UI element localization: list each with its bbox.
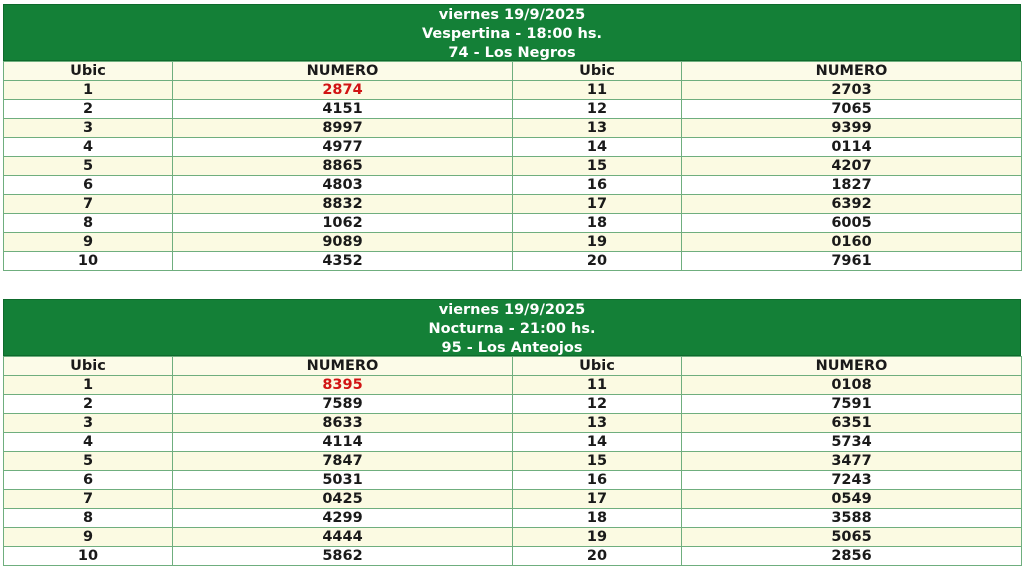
numero-cell: 0425 [173,490,513,509]
ubic-cell: 8 [4,509,173,528]
column-header-numero: NUMERO [173,357,513,376]
ubic-cell: 5 [4,157,173,176]
table-row [4,376,1022,395]
ubic-cell: 4 [4,138,173,157]
table-row [4,157,1022,176]
numero-cell: 4803 [173,176,513,195]
numero-cell: 1827 [682,176,1022,195]
ubic-cell: 11 [513,81,682,100]
table-row [4,433,1022,452]
table-row [4,395,1022,414]
column-header-numero: NUMERO [173,62,513,81]
numero-cell: 2874 [173,81,513,100]
ubic-cell: 12 [513,100,682,119]
ubic-cell: 15 [513,452,682,471]
ubic-cell: 19 [513,528,682,547]
numero-cell: 7243 [682,471,1022,490]
column-header-numero: NUMERO [682,62,1022,81]
ubic-cell: 17 [513,490,682,509]
numero-cell: 4444 [173,528,513,547]
numero-cell: 2856 [682,547,1022,566]
draw-header [3,4,1021,61]
column-header-numero: NUMERO [682,357,1022,376]
ubic-cell: 6 [4,471,173,490]
draw-block-nocturna [3,299,1021,566]
draw-dream: 74 - Los Negros [448,45,576,61]
ubic-cell: 13 [513,414,682,433]
ubic-cell: 11 [513,376,682,395]
table-row [4,214,1022,233]
ubic-cell: 9 [4,528,173,547]
draw-header [3,299,1021,356]
draw-date: viernes 19/9/2025 [438,302,586,318]
ubic-cell: 2 [4,100,173,119]
numero-cell: 9399 [682,119,1022,138]
numero-cell: 0114 [682,138,1022,157]
table-header-row [4,357,1022,376]
ubic-cell: 18 [513,214,682,233]
ubic-cell: 15 [513,157,682,176]
table-row [4,490,1022,509]
numero-cell: 5862 [173,547,513,566]
results-table [3,61,1022,271]
ubic-cell: 8 [4,214,173,233]
ubic-cell: 17 [513,195,682,214]
numero-cell: 7589 [173,395,513,414]
numero-cell: 8865 [173,157,513,176]
numero-cell: 7065 [682,100,1022,119]
column-header-ubic: Ubic [4,357,173,376]
ubic-cell: 10 [4,252,173,271]
draw-date: viernes 19/9/2025 [438,7,586,23]
ubic-cell: 14 [513,138,682,157]
numero-cell: 4977 [173,138,513,157]
ubic-cell: 9 [4,233,173,252]
ubic-cell: 12 [513,395,682,414]
numero-cell: 7591 [682,395,1022,414]
table-row [4,100,1022,119]
ubic-cell: 13 [513,119,682,138]
table-row [4,138,1022,157]
table-row [4,176,1022,195]
ubic-cell: 16 [513,471,682,490]
numero-cell: 9089 [173,233,513,252]
numero-cell: 6351 [682,414,1022,433]
draw-dream: 95 - Los Anteojos [441,340,583,356]
ubic-cell: 20 [513,252,682,271]
table-row [4,452,1022,471]
column-header-ubic: Ubic [513,62,682,81]
table-row [4,471,1022,490]
numero-cell: 5031 [173,471,513,490]
table-row [4,414,1022,433]
ubic-cell: 16 [513,176,682,195]
ubic-cell: 7 [4,195,173,214]
ubic-cell: 6 [4,176,173,195]
ubic-cell: 10 [4,547,173,566]
numero-cell: 4352 [173,252,513,271]
table-row [4,252,1022,271]
numero-cell: 4207 [682,157,1022,176]
numero-cell: 4114 [173,433,513,452]
ubic-cell: 1 [4,376,173,395]
column-header-ubic: Ubic [4,62,173,81]
column-header-ubic: Ubic [513,357,682,376]
numero-cell: 4151 [173,100,513,119]
ubic-cell: 4 [4,433,173,452]
numero-cell: 8997 [173,119,513,138]
ubic-cell: 1 [4,81,173,100]
ubic-cell: 5 [4,452,173,471]
numero-cell: 7847 [173,452,513,471]
table-row [4,81,1022,100]
numero-cell: 3477 [682,452,1022,471]
numero-cell: 0160 [682,233,1022,252]
ubic-cell: 18 [513,509,682,528]
table-row [4,119,1022,138]
table-row [4,528,1022,547]
results-table [3,356,1022,566]
table-row [4,195,1022,214]
ubic-cell: 20 [513,547,682,566]
ubic-cell: 3 [4,414,173,433]
numero-cell: 6005 [682,214,1022,233]
draw-session: Nocturna - 21:00 hs. [428,321,596,337]
numero-cell: 0108 [682,376,1022,395]
numero-cell: 8832 [173,195,513,214]
numero-cell: 8633 [173,414,513,433]
numero-cell: 2703 [682,81,1022,100]
numero-cell: 3588 [682,509,1022,528]
numero-cell: 0549 [682,490,1022,509]
table-row [4,509,1022,528]
ubic-cell: 7 [4,490,173,509]
ubic-cell: 19 [513,233,682,252]
draw-session: Vespertina - 18:00 hs. [421,26,603,42]
numero-cell: 8395 [173,376,513,395]
numero-cell: 1062 [173,214,513,233]
table-header-row [4,62,1022,81]
ubic-cell: 14 [513,433,682,452]
numero-cell: 6392 [682,195,1022,214]
numero-cell: 4299 [173,509,513,528]
numero-cell: 5065 [682,528,1022,547]
ubic-cell: 2 [4,395,173,414]
table-row [4,547,1022,566]
table-row [4,233,1022,252]
numero-cell: 7961 [682,252,1022,271]
ubic-cell: 3 [4,119,173,138]
numero-cell: 5734 [682,433,1022,452]
draw-block-vespertina [3,4,1021,271]
